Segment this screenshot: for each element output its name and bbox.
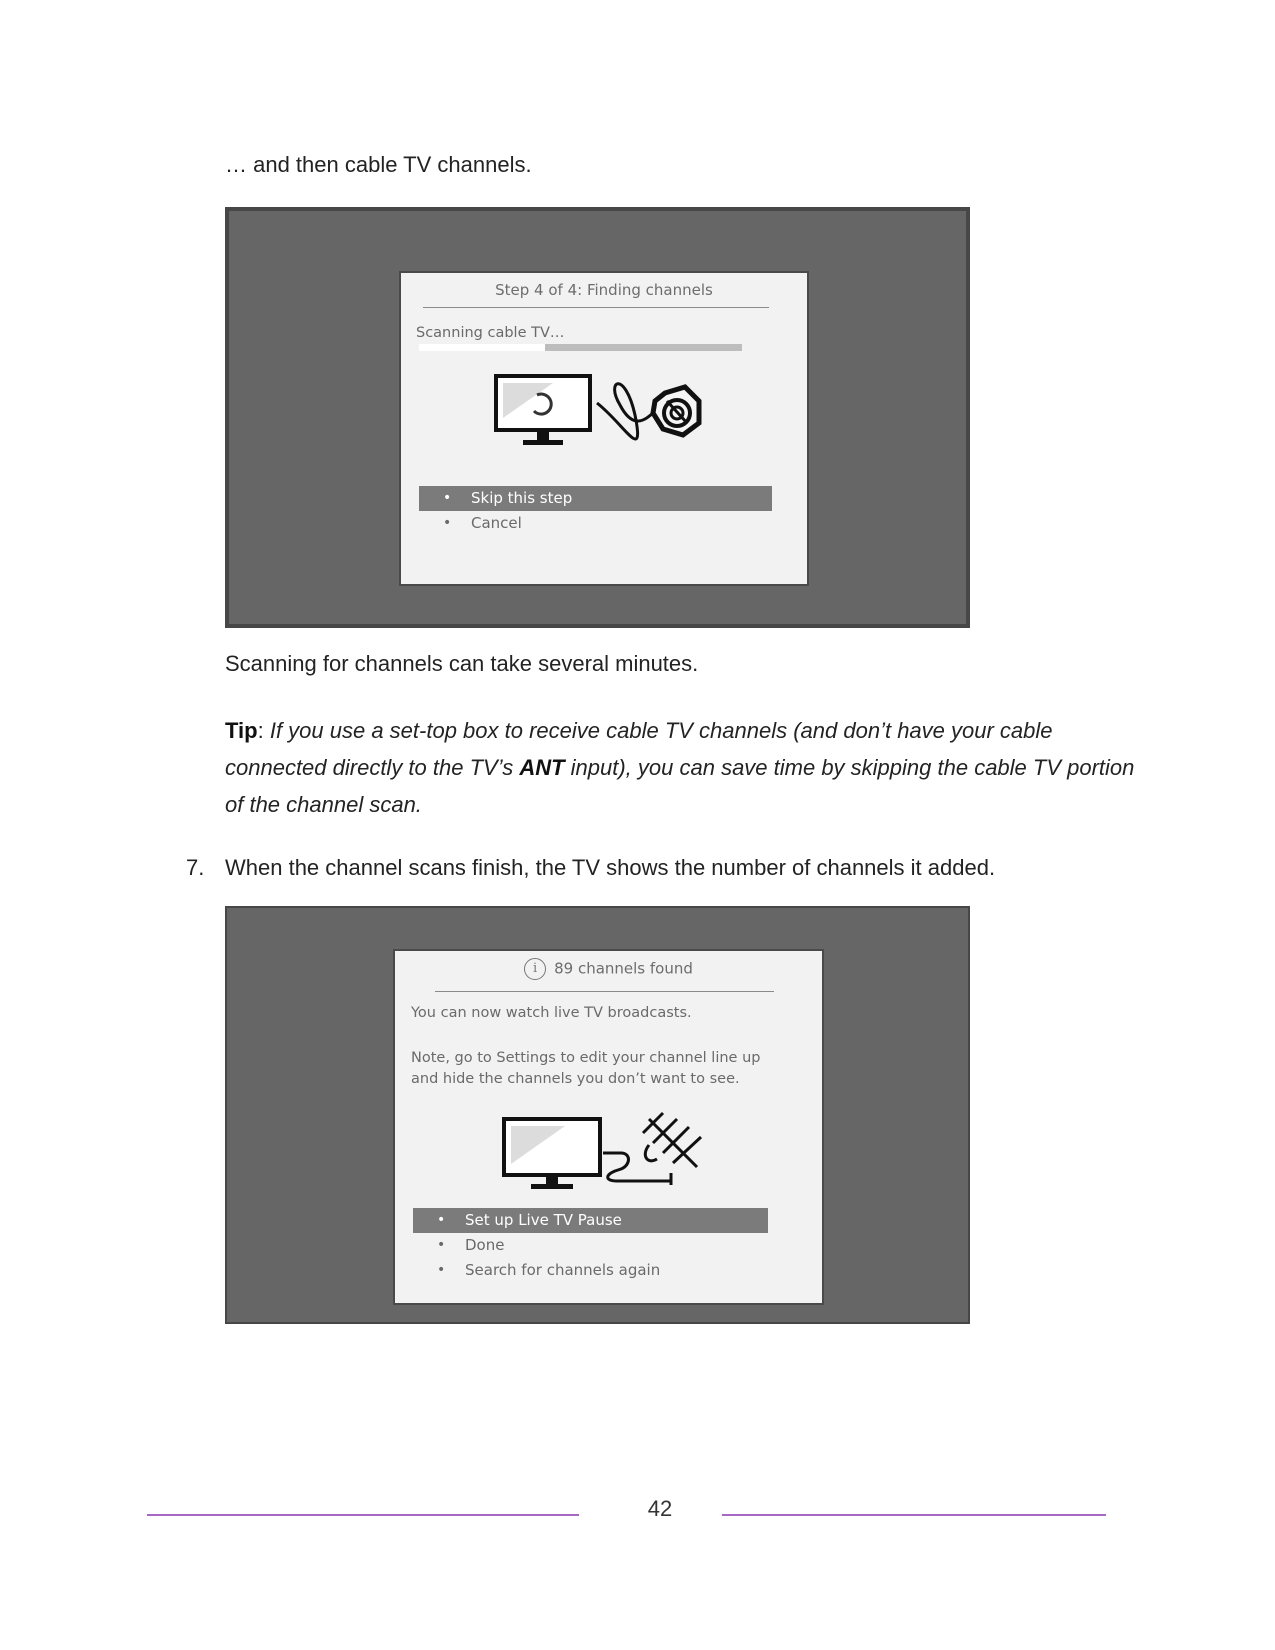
channels-menu [413,1208,768,1283]
step-7 [186,849,995,886]
done-option[interactable]: • Done [413,1233,768,1258]
scan-screenshot [225,207,970,628]
scan-note: Scanning for channels can take several minutes. [225,651,699,676]
info-icon: i [524,958,546,980]
intro-text: … and then cable TV channels. [225,152,532,177]
step-text: When the channel scans finish, the TV shows the number of channels it added. [225,855,996,880]
scan-menu [419,486,772,536]
tv-loading-icon [493,373,603,453]
dialog-title [395,958,822,980]
tip-label: Tip [225,718,258,743]
footer-line-right [722,1514,1106,1516]
scan-status: Scanning cable TV… [416,325,565,341]
tip-text-before: If you use a set-top box to receive cable TV channels (and don’t have your cable connected directly to the TV’s [225,718,1053,780]
footer-line-left [147,1514,579,1516]
cancel-option[interactable]: • Cancel [419,511,772,536]
finding-channels-dialog [399,271,809,586]
title-divider [423,307,769,308]
progress-bar [419,344,742,351]
step-number: 7. [186,855,205,880]
tv-icon [501,1116,611,1196]
progress-fill [419,344,545,351]
live-tv-text: You can now watch live TV broadcasts. [411,1005,692,1021]
channels-found-dialog [393,949,824,1305]
live-tv-pause-option[interactable]: • Set up Live TV Pause [413,1208,768,1233]
tip-paragraph: Tip: If you use a set-top box to receive cable TV channels (and don’t have your cable connected directly to the TV’s ANT input), you can save time by skipping the cable TV portion of the channel scan. [225,718,1135,817]
settings-note-line1: Note, go to Settings to edit your channel line up [411,1050,761,1066]
channels-found-title: 89 channels found [554,959,693,978]
title-divider [435,991,774,992]
settings-note-line2: and hide the channels you don’t want to see. [411,1071,740,1087]
antenna-icon [601,1109,711,1189]
channels-found-screenshot [225,906,970,1324]
skip-step-option[interactable]: • Skip this step [419,486,772,511]
tip-bold-ant: ANT [519,755,565,780]
page-number: 42 [647,1496,673,1521]
search-again-option[interactable]: • Search for channels again [413,1258,768,1283]
coax-cable-icon [595,375,705,451]
dialog-title: Step 4 of 4: Finding channels [495,281,713,299]
tip-text-after: input), you can save time by skipping the cable TV portion of the channel scan. [225,755,1135,817]
